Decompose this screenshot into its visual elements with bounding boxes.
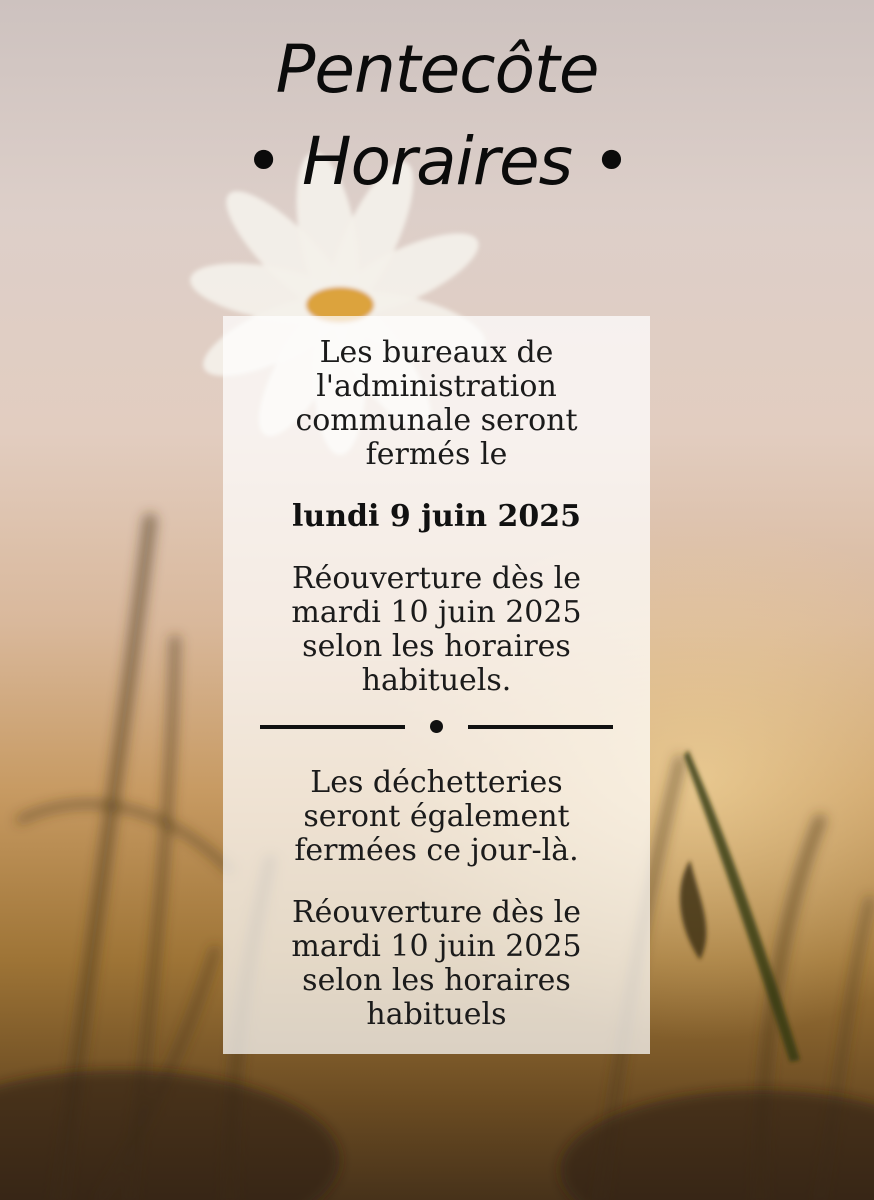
page-title: Pentecôte bbox=[275, 31, 599, 108]
divider-rule-right bbox=[468, 725, 613, 729]
waste-line: seront également bbox=[303, 799, 570, 834]
intro-line: fermés le bbox=[365, 437, 508, 472]
page-subtitle: • Horaires • bbox=[244, 123, 630, 200]
notice-panel bbox=[223, 316, 650, 1054]
divider-dot bbox=[430, 720, 443, 733]
reopening-text-waste bbox=[223, 896, 650, 1032]
closed-date: lundi 9 juin 2025 bbox=[292, 499, 581, 534]
intro-line: communale seront bbox=[295, 403, 578, 438]
reopening-line: habituels bbox=[366, 997, 507, 1032]
intro-text bbox=[223, 336, 650, 472]
waste-line: fermées ce jour-là. bbox=[294, 833, 579, 868]
waste-line: Les déchetteries bbox=[310, 765, 563, 800]
intro-line: Les bureaux de bbox=[319, 335, 554, 370]
reopening-line: Réouverture dès le bbox=[291, 561, 581, 596]
reopening-line: mardi 10 juin 2025 bbox=[291, 595, 582, 630]
divider-icon bbox=[260, 720, 613, 734]
reopening-line: mardi 10 juin 2025 bbox=[291, 929, 582, 964]
waste-centers-text bbox=[223, 766, 650, 868]
reopening-line: habituels. bbox=[361, 663, 512, 698]
divider-rule-left bbox=[260, 725, 405, 729]
intro-line: l'administration bbox=[316, 369, 557, 404]
reopening-line: selon les horaires bbox=[302, 629, 571, 664]
reopening-text-offices bbox=[223, 562, 650, 698]
reopening-line: selon les horaires bbox=[302, 963, 571, 998]
reopening-line: Réouverture dès le bbox=[291, 895, 581, 930]
